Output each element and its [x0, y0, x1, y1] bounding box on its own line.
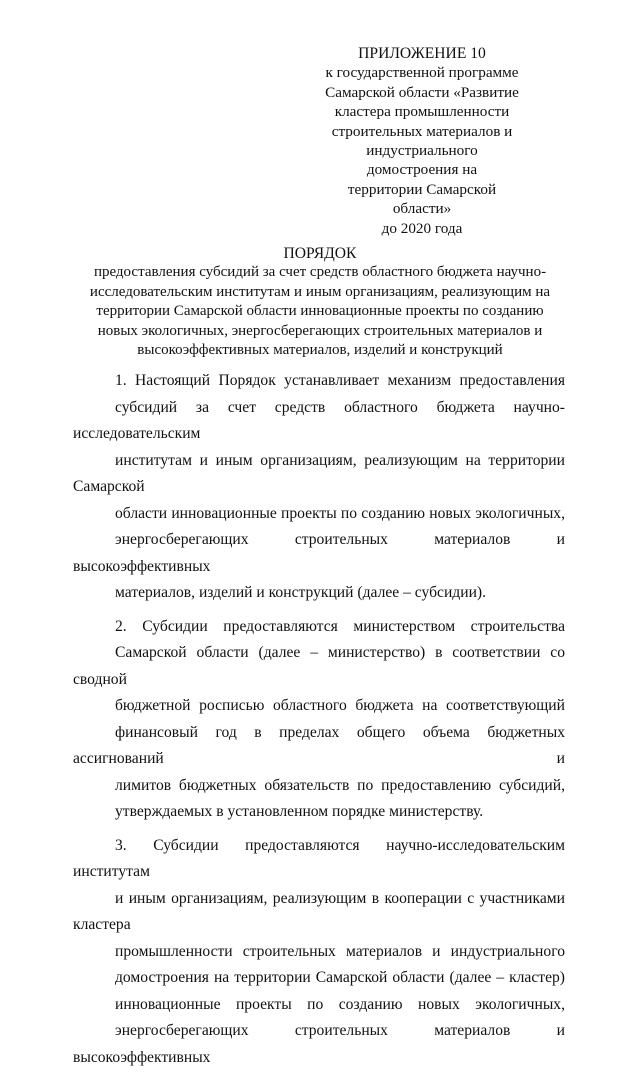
- text-line: 3. Субсидии предоставляются научно-исследовательским институтам: [73, 836, 565, 880]
- order-subtitle-line: высокоэффективных материалов, изделий и конструкций: [137, 342, 503, 359]
- text-line: области инновационные проекты по созданию новых экологичных,: [115, 504, 565, 522]
- text-line: институтам и иным организациям, реализующим на территории Самарской: [73, 451, 565, 495]
- text-line: субсидий за счет средств областного бюджета научно-исследовательским: [73, 398, 565, 442]
- text-line: энергосберегающих строительных материалов и высокоэффективных: [73, 1022, 565, 1066]
- text-line: и иным организациям, реализующим в кооперации с участниками кластера: [73, 889, 565, 933]
- text-line: материалов, изделий и конструкций (далее – субсидии).: [115, 584, 487, 601]
- text-line: 1. Настоящий Порядок устанавливает механизм предоставления: [115, 372, 565, 389]
- order-subtitle-line: предоставления субсидий за счет средств областного бюджета научно-: [93, 264, 547, 281]
- text-line: энергосберегающих строительных материалов и высокоэффективных: [73, 531, 565, 575]
- appendix-heading: ПРИЛОЖЕНИЕ 10: [358, 45, 486, 62]
- text-line: домостроения на территории Самарской области (далее – кластер): [115, 969, 565, 986]
- order-heading-block: [70, 244, 570, 360]
- text-line: Самарской области (далее – министерство) в соответствии со сводной: [73, 644, 565, 688]
- paragraph-1: [73, 368, 565, 607]
- order-subtitle-line: территории Самарской области инновационные проекты по созданию: [96, 303, 544, 320]
- text-line: утверждаемых в установленном порядке министерству.: [115, 803, 484, 820]
- document-body: [73, 368, 565, 1078]
- appendix-line: кластера промышленности: [334, 103, 510, 121]
- appendix-header: [322, 44, 522, 238]
- text-line: промышленности строительных материалов и индустриального: [115, 942, 565, 960]
- order-subtitle-line: новых экологичных, энергосберегающих строительных материалов и: [97, 322, 543, 339]
- appendix-line: Самарской области «Развитие: [325, 83, 519, 101]
- appendix-line: территории Самарской области»: [347, 180, 497, 218]
- text-line: инновационные проекты по созданию новых экологичных,: [115, 995, 565, 1013]
- text-line: лимитов бюджетных обязательств по предоставлению субсидий,: [115, 776, 565, 794]
- paragraph-3: [73, 833, 565, 1072]
- text-line: финансовый год в пределах общего объема бюджетных ассигнований и: [73, 723, 565, 767]
- paragraph-2: [73, 614, 565, 826]
- text-line: 2. Субсидии предоставляются министерством строительства: [115, 617, 565, 635]
- text-line: бюджетной росписью областного бюджета на соответствующий: [115, 697, 565, 714]
- order-title: ПОРЯДОК: [283, 245, 357, 262]
- appendix-line: строительных материалов и: [331, 122, 513, 140]
- appendix-line: индустриального домостроения на: [366, 142, 478, 179]
- order-subtitle-line: исследовательским институтам и иным организациям, реализующим на: [89, 283, 551, 300]
- appendix-line: к государственной программе: [325, 64, 519, 82]
- appendix-line: до 2020 года: [381, 219, 463, 237]
